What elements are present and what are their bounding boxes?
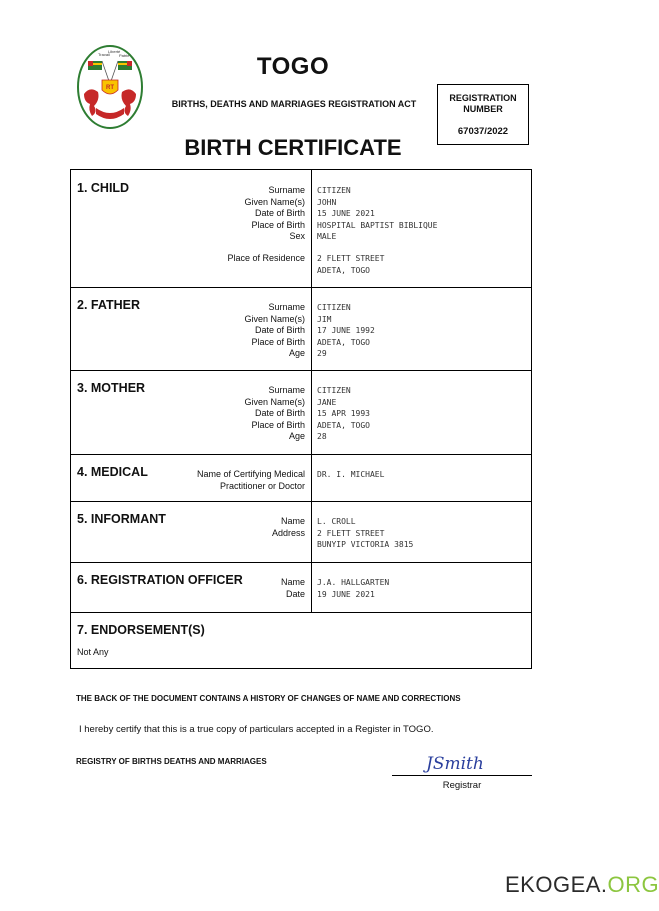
section-heading: 5. INFORMANT: [77, 512, 166, 526]
field-label: Practitioner or Doctor: [219, 480, 305, 491]
back-of-document-note: THE BACK OF THE DOCUMENT CONTAINS A HISTORY OF CHANGES OF NAME AND CORRECTIONS: [76, 694, 461, 703]
section-heading: 3. MOTHER: [77, 381, 146, 395]
field-label: Date: [285, 588, 305, 599]
section-heading: 6. REGISTRATION OFFICER: [77, 573, 243, 587]
medical-labels: [197, 469, 305, 492]
field-label: Age: [288, 348, 305, 359]
field-label: Given Name(s): [244, 396, 305, 407]
field-label: Place of Birth: [251, 336, 305, 347]
field-value: JANE: [317, 397, 337, 407]
field-label: Place of Residence: [227, 252, 305, 263]
field-label: Place of Birth: [251, 219, 305, 230]
field-value: ADETA, TOGO: [317, 265, 370, 275]
watermark-part2: ORG: [607, 872, 659, 897]
signature-text: JSmith: [426, 754, 484, 774]
registrar-signature: [424, 751, 504, 775]
field-value: L. CROLL: [317, 517, 356, 526]
field-label: Age: [288, 431, 305, 442]
mother-labels: [244, 385, 305, 443]
field-label: Given Name(s): [244, 313, 305, 324]
registration-label: [438, 93, 528, 115]
field-value: 2 FLETT STREET: [317, 253, 385, 263]
field-label: Date of Birth: [254, 208, 305, 219]
field-value: 15 JUNE 2021: [317, 209, 375, 219]
field-value: ADETA, TOGO: [317, 337, 370, 347]
field-label: Given Name(s): [244, 196, 305, 207]
field-value: DR. I. MICHAEL: [317, 470, 385, 479]
watermark-part1: EKOGEA.: [505, 872, 608, 897]
seal-text-patrie: Patrie: [119, 53, 130, 58]
certificate-table: [70, 169, 532, 669]
mother-values: [317, 385, 370, 443]
seal-rt-text: RT: [106, 85, 114, 91]
seal-text-liberte: Liberté: [108, 49, 121, 54]
informant-values: [317, 516, 413, 551]
registration-number: 67037/2022: [457, 126, 509, 137]
field-value: CITIZEN: [317, 303, 351, 312]
certification-statement: I hereby certify that this is a true copy of particulars accepted in a Register in TOGO.: [79, 724, 434, 735]
registrar-label: Registrar: [442, 780, 482, 791]
field-value: JOHN: [317, 197, 337, 207]
field-value: 28: [317, 432, 327, 442]
signature-line: [392, 775, 532, 776]
section-endorsement: [71, 612, 531, 668]
certificate-title: BIRTH CERTIFICATE: [184, 135, 402, 160]
endorsement-note: Not Any: [77, 647, 109, 657]
registration-label-line2: NUMBER: [463, 104, 503, 114]
field-label: Name of Certifying Medical: [196, 469, 305, 479]
field-label: Surname: [268, 385, 305, 395]
officer-values: [317, 577, 389, 600]
field-value: J.A. HALLGARTEN: [317, 578, 390, 587]
section-registration-officer: [71, 562, 531, 613]
registration-act: BIRTHS, DEATHS AND MARRIAGES REGISTRATION ACT: [171, 99, 417, 109]
field-value: 29: [317, 349, 327, 359]
field-label: Name: [280, 516, 305, 526]
informant-labels: [272, 516, 305, 539]
father-labels: [244, 302, 305, 360]
country-title: TOGO: [256, 53, 330, 80]
field-value: 19 JUNE 2021: [317, 589, 375, 599]
field-value: CITIZEN: [317, 186, 351, 195]
section-child: [71, 170, 531, 288]
field-value: HOSPITAL BAPTIST BIBLIQUE: [317, 220, 438, 230]
field-value: 2 FLETT STREET: [317, 528, 385, 538]
field-label: Surname: [268, 302, 305, 312]
section-heading: 1. CHILD: [77, 181, 130, 195]
section-mother: [71, 370, 531, 455]
field-value: 15 APR 1993: [317, 409, 370, 419]
watermark: [505, 872, 659, 898]
field-value: JIM: [317, 314, 332, 324]
father-values: [317, 302, 375, 360]
field-value: 17 JUNE 1992: [317, 326, 375, 336]
medical-values: [317, 469, 384, 481]
field-value: ADETA, TOGO: [317, 420, 370, 430]
field-value: MALE: [317, 232, 337, 242]
field-label: Date of Birth: [254, 408, 305, 419]
section-informant: [71, 501, 531, 563]
field-label: Date of Birth: [254, 325, 305, 336]
field-value: BUNYIP VICTORIA 3815: [317, 540, 414, 550]
section-heading: 4. MEDICAL: [77, 465, 148, 479]
section-father: [71, 287, 531, 371]
field-label: Sex: [289, 231, 305, 242]
field-label: Place of Birth: [251, 419, 305, 430]
section-medical: [71, 454, 531, 502]
child-labels: [227, 185, 305, 265]
seal-text-travail: Travail: [98, 52, 110, 57]
officer-labels: [281, 577, 305, 600]
coat-of-arms-seal: [76, 44, 144, 130]
field-label: Name: [280, 577, 305, 587]
section-heading: 7. ENDORSEMENT(S): [77, 623, 205, 637]
field-label: Address: [271, 527, 305, 538]
field-label: Surname: [268, 185, 305, 195]
section-heading: 2. FATHER: [77, 298, 140, 312]
child-values: [317, 185, 437, 276]
registry-name: REGISTRY OF BIRTHS DEATHS AND MARRIAGES: [76, 757, 267, 766]
registration-label-line1: REGISTRATION: [449, 93, 517, 103]
field-value: CITIZEN: [317, 386, 351, 395]
